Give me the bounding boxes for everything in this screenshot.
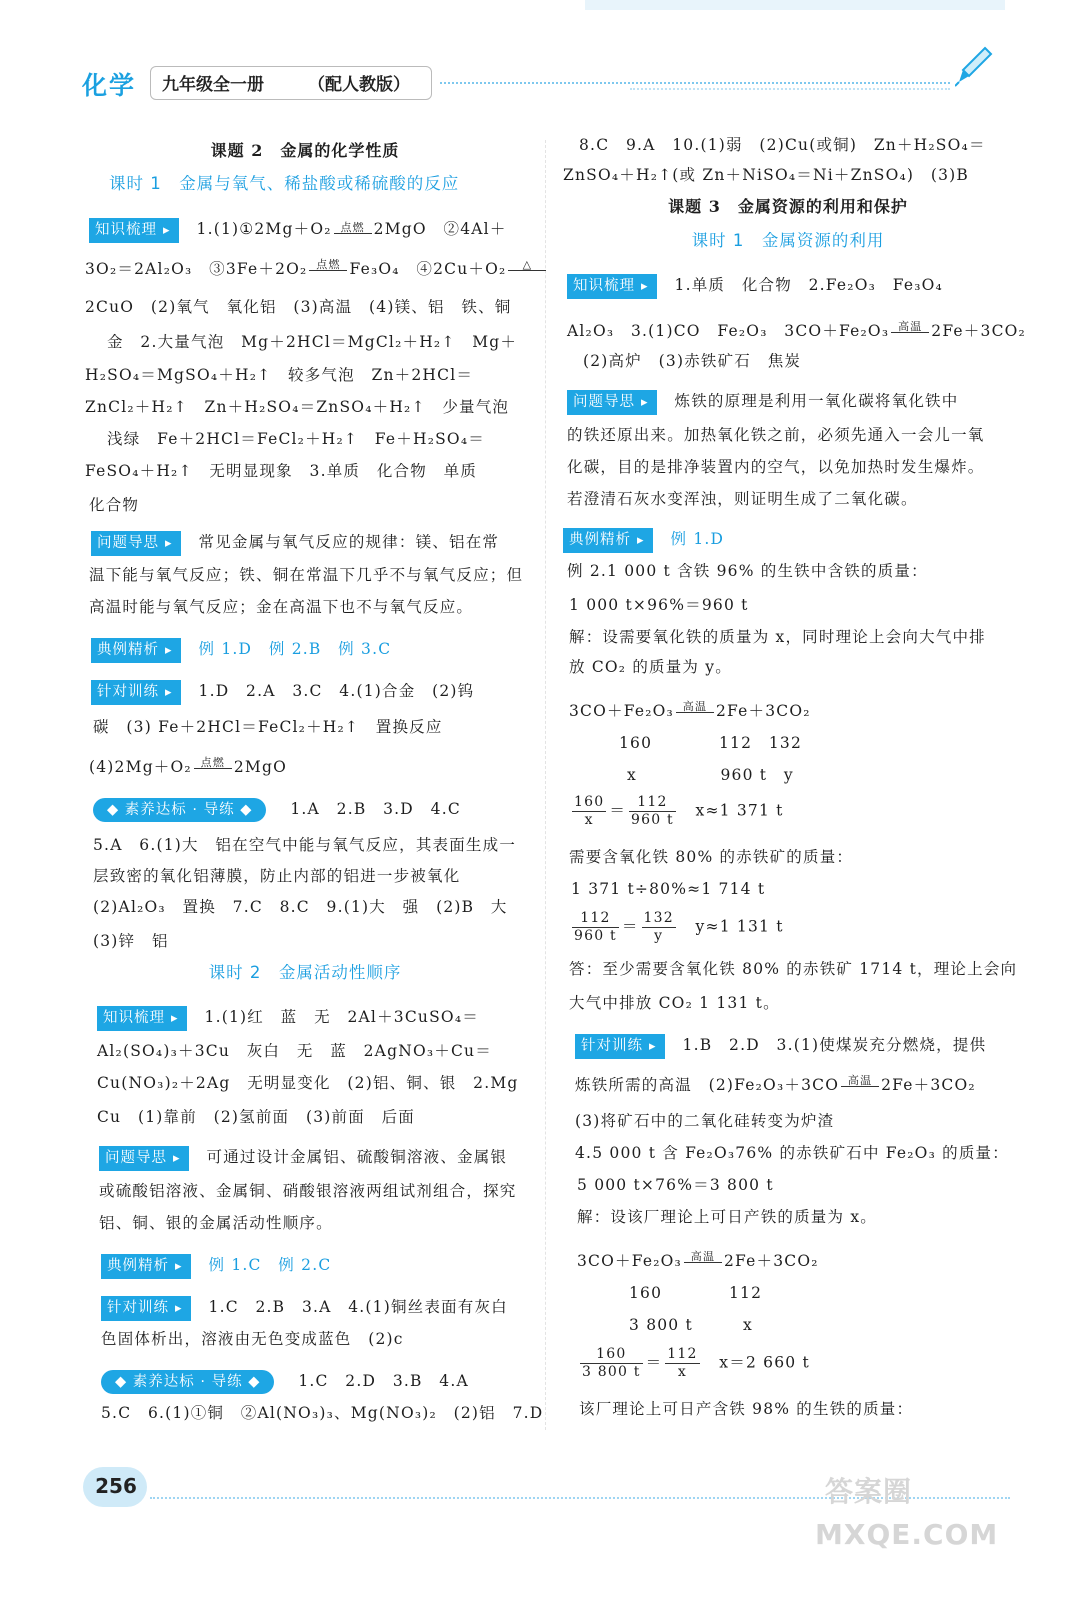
dl-line-1: 典例精析 ▸ 例 1.D 例 2.B 例 3.C: [91, 638, 391, 663]
zs-line-5: H₂SO₄＝MgSO₄＋H₂↑ 较多气泡 Zn＋2HCl＝: [85, 366, 474, 384]
wt-line-2: 温下能与氧气反应；铁、铜在常温下几乎不与氧气反应；但: [89, 566, 524, 584]
r-zd-line-4: 4.5 000 t 含 Fe₂O₃76% 的赤铁矿石中 Fe₂O₃ 的质量：: [575, 1144, 1009, 1162]
zs-line-2: 3O₂＝2Al₂O₃ ③3Fe＋2O₂ 点燃 Fe₃O₄ ④2Cu＋O₂ △: [85, 258, 548, 280]
wt-line-3: 高温时能与氧气反应；金在高温下也不与氧气反应。: [89, 598, 474, 616]
k2-zs-line-4: Cu (1)靠前 (2)氢前面 (3)前面 后面: [97, 1108, 416, 1126]
fraction-1: $\frac{160}{x}$ ＝ $\frac{112}{960 t}$ x≈1 371 t: [574, 794, 784, 828]
zd-line-3: (4)2Mg＋O₂ 点燃 2MgO: [89, 756, 288, 776]
k2-sy-line-2: 5.C 6.(1)①铜 ②Al(NO₃)₃、Mg(NO₃)₂ (2)铝 7.D: [101, 1404, 544, 1422]
sy-line-5: (3)锌 铝: [93, 932, 169, 950]
e2-line-5: 需要含氧化铁 80% 的赤铁矿的质量：: [569, 848, 854, 866]
zs-line-3: 2CuO (2)氧气 氧化铝 (3)高温 (4)镁、铝 铁、铜: [85, 298, 512, 316]
e2-line-1: 例 2.1 000 t 含铁 96% 的生铁中含铁的质量：: [567, 562, 928, 580]
section-title-3: 课题 3 金属资源的利用和保护: [668, 197, 908, 216]
lesson-1-title: 课时 1 金属与氧气、稀盐酸或稀硫酸的反应: [109, 174, 460, 193]
tag-example: 典例精析 ▸: [91, 638, 181, 663]
header-dotted-line-2: [630, 88, 950, 90]
k2-zs-line-1: 知识梳理 ▸ 1.(1)红 蓝 无 2Al＋3CuSO₄＝: [97, 1006, 479, 1031]
k2-wt-line-2: 或硫酸铝溶液、金属铜、硝酸银溶液两组试剂组合，探究: [99, 1182, 517, 1200]
sy-line-2: 5.A 6.(1)大 铝在空气中能与氧气反应，其表面生成一: [93, 836, 517, 854]
edition-label: （配人教版）: [308, 75, 410, 95]
k2-wt-line-3: 铝、铜、银的金属活动性顺序。: [99, 1214, 333, 1232]
r-wt-line-3: 化碳，目的是排净装置内的空气，以免加热时发生爆炸。: [567, 458, 985, 476]
tag-knowledge-2: 知识梳理 ▸: [97, 1006, 187, 1031]
zd-line-2: 碳 (3) Fe＋2HCl＝FeCl₂＋H₂↑ 置换反应: [93, 718, 443, 736]
zs-line-9: 化合物: [89, 496, 140, 514]
fraction-3: $\frac{160}{3 800 t}$ ＝ $\frac{112}{x}$ x＝2 660 t: [582, 1346, 810, 1380]
k2-wt-line-1: 问题导思 ▸ 可通过设计金属铝、硫酸铜溶液、金属银: [99, 1146, 507, 1171]
header-dotted-line: [440, 82, 950, 84]
e2-line-8: 大气中排放 CO₂ 1 131 t。: [569, 994, 780, 1012]
zs-line-4: 金 2.大量气泡 Mg＋2HCl＝MgCl₂＋H₂↑ Mg＋: [107, 333, 518, 351]
equation-2: 3CO＋Fe₂O₃ 高温 2Fe＋3CO₂: [577, 1250, 819, 1270]
r-zs-line-2: Al₂O₃ 3.(1)CO Fe₂O₃ 3CO＋Fe₂O₃ 高温 2Fe＋3CO₂: [567, 320, 1026, 340]
mass-line-3: 160 112: [629, 1284, 763, 1302]
mass-line-4: 3 800 t x: [629, 1316, 753, 1334]
tag-example-2: 典例精析 ▸: [101, 1254, 191, 1279]
pen-icon: [955, 44, 995, 88]
k2-zs-line-2: Al₂(SO₄)₃＋3Cu 灰白 无 蓝 2AgNO₃＋Cu＝: [97, 1042, 492, 1060]
grade-label: 九年级全一册: [162, 75, 264, 95]
k2-zd-line-1: 针对训练 ▸ 1.C 2.B 3.A 4.(1)铜丝表面有灰白: [101, 1296, 508, 1321]
r-wt-line-1: 问题导思 ▸ 炼铁的原理是利用一氧化碳将氧化铁中: [567, 390, 958, 415]
sy-line-4: (2)Al₂O₃ 置换 7.C 8.C 9.(1)大 强 (2)B 大: [93, 898, 508, 916]
r-wt-line-2: 的铁还原出来。加热氧化铁之前，必须先通入一会儿一氧: [567, 426, 985, 444]
k2-zd-line-2: 色固体析出，溶液由无色变成蓝色 (2)c: [101, 1330, 404, 1348]
e2-line-6: 1 371 t÷80%≈1 714 t: [571, 880, 766, 898]
k2-dl-line: 典例精析 ▸ 例 1.C 例 2.C: [101, 1254, 331, 1279]
zd-line-1: 针对训练 ▸ 1.D 2.A 3.C 4.(1)合金 (2)钨: [91, 680, 474, 705]
wt-line-1: 问题导思 ▸ 常见金属与氧气反应的规律：镁、铝在常: [91, 531, 499, 556]
subject-title: 化学: [82, 71, 137, 100]
r-wt-line-4: 若澄清石灰水变浑浊，则证明生成了二氧化碳。: [567, 490, 918, 508]
e2-line-4: 放 CO₂ 的质量为 y。: [569, 658, 732, 676]
zs-line-7: 浅绿 Fe＋2HCl＝FeCl₂＋H₂↑ Fe＋H₂SO₄＝: [107, 430, 485, 448]
tag-training: 针对训练 ▸: [91, 680, 181, 705]
tag-training-r: 针对训练 ▸: [575, 1034, 665, 1059]
mass-line-1: 160 112 132: [619, 734, 803, 752]
r-zs-line-3: (2)高炉 (3)赤铁矿石 焦炭: [583, 352, 802, 370]
pill-practice: ◆ 素养达标 · 导练 ◆: [93, 798, 266, 822]
section-title-2: 课题 2 金属的化学性质: [210, 141, 400, 160]
r-zs-line-1: 知识梳理 ▸ 1.单质 化合物 2.Fe₂O₃ Fe₃O₄: [567, 274, 943, 299]
watermark-logo: 答案圈: [825, 1475, 913, 1508]
column-divider: [545, 140, 546, 1430]
r-line-1: 8.C 9.A 10.(1)弱 (2)Cu(或铜) Zn＋H₂SO₄＝: [579, 136, 986, 154]
watermark-url: MXQE.COM: [815, 1518, 999, 1551]
r-zd-line-6: 解：设该厂理论上可日产铁的质量为 x。: [577, 1208, 877, 1226]
fraction-2: $\frac{112}{960 t}$ ＝ $\frac{132}{y}$ y≈1 131 t: [574, 910, 784, 944]
e2-line-3: 解：设需要氧化铁的质量为 x，同时理论上会向大气中排: [569, 628, 986, 646]
r-dl-line: 典例精析 ▸ 例 1.D: [563, 528, 724, 553]
lesson-2-title: 课时 2 金属活动性顺序: [208, 963, 402, 982]
r-zd-line-7: 该厂理论上可日产含铁 98% 的生铁的质量：: [579, 1400, 914, 1418]
tag-knowledge: 知识梳理 ▸: [89, 218, 179, 243]
zs-line-1: 知识梳理 ▸ 1.(1)①2Mg＋O₂ 点燃 2MgO ②4Al＋: [89, 218, 507, 243]
sy-line-1: ◆ 素养达标 · 导练 ◆ 1.A 2.B 3.D 4.C: [93, 798, 461, 822]
tag-knowledge-r: 知识梳理 ▸: [567, 274, 657, 299]
page-number: 256: [95, 1474, 137, 1498]
header-top-bar: [585, 0, 1005, 10]
e2-line-2: 1 000 t×96%＝960 t: [569, 596, 749, 614]
sy-line-3: 层致密的氧化铝薄膜，防止内部的铝进一步被氧化: [93, 867, 461, 885]
tag-training-2: 针对训练 ▸: [101, 1296, 191, 1321]
r-zd-line-3: (3)将矿石中的二氧化硅转变为炉渣: [575, 1112, 835, 1130]
r-zd-line-5: 5 000 t×76%＝3 800 t: [577, 1176, 774, 1194]
e2-line-7: 答：至少需要含氧化铁 80% 的赤铁矿 1714 t，理论上会向: [569, 960, 1018, 978]
k2-sy-line-1: ◆ 素养达标 · 导练 ◆ 1.C 2.D 3.B 4.A: [101, 1370, 469, 1394]
tag-question-2: 问题导思 ▸: [99, 1146, 189, 1171]
zs-line-8: FeSO₄＋H₂↑ 无明显现象 3.单质 化合物 单质: [85, 462, 478, 480]
pill-practice-2: ◆ 素养达标 · 导练 ◆: [101, 1370, 274, 1394]
mass-line-2: x 960 t y: [627, 766, 794, 784]
k2-zs-line-3: Cu(NO₃)₂＋2Ag 无明显变化 (2)铝、铜、银 2.Mg: [97, 1074, 519, 1092]
tag-question: 问题导思 ▸: [91, 531, 181, 556]
zs-line-6: ZnCl₂＋H₂↑ Zn＋H₂SO₄＝ZnSO₄＋H₂↑ 少量气泡: [85, 398, 510, 416]
tag-question-r: 问题导思 ▸: [567, 390, 657, 415]
equation-1: 3CO＋Fe₂O₃ 高温 2Fe＋3CO₂: [569, 700, 811, 720]
r-line-2: ZnSO₄＋H₂↑(或 Zn＋NiSO₄＝Ni＋ZnSO₄) (3)B: [563, 166, 970, 184]
r-zd-line-1: 针对训练 ▸ 1.B 2.D 3.(1)使煤炭充分燃烧，提供: [575, 1034, 986, 1059]
r-zd-line-2: 炼铁所需的高温 (2)Fe₂O₃＋3CO 高温 2Fe＋3CO₂: [575, 1074, 976, 1094]
tag-example-r: 典例精析 ▸: [563, 528, 653, 553]
lesson-r1-title: 课时 1 金属资源的利用: [691, 231, 885, 250]
